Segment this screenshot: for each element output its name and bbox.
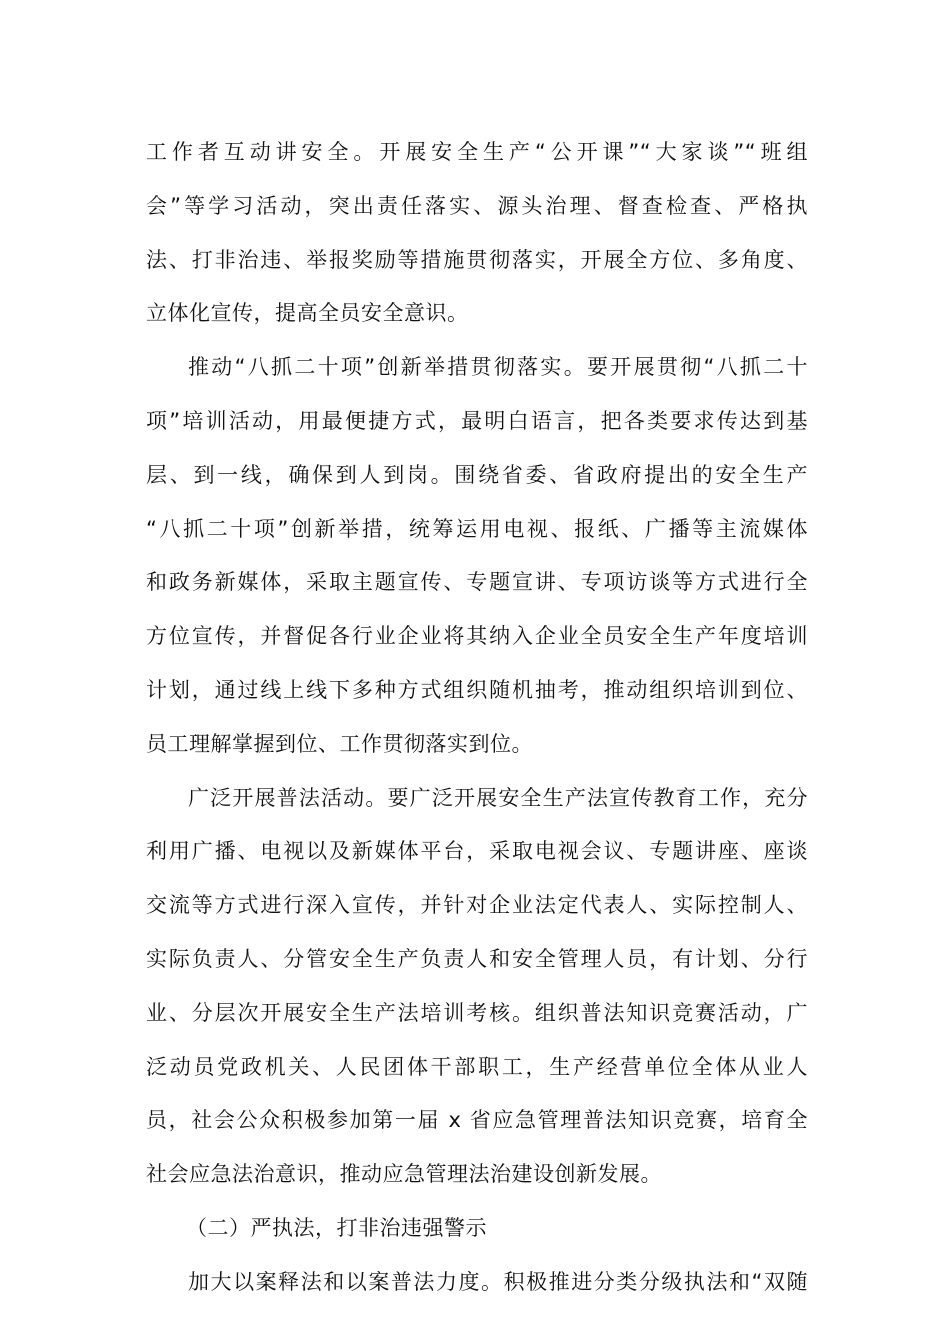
text-line: 实际负责人、分管安全生产负责人和安全管理人员，有计划、分行 <box>146 946 808 971</box>
paragraph-3 <box>146 772 808 1202</box>
text-line: 法、打非治违、举报奖励等措施贯彻落实，开展全方位、多角度、 <box>146 247 808 272</box>
text-line: 和政务新媒体，采取主题宣传、专题宣讲、专项访谈等方式进行全 <box>146 570 808 595</box>
text-line: 利用广播、电视以及新媒体平台，采取电视会议、专题讲座、座谈 <box>146 839 808 864</box>
text-line: 员工理解掌握到位、工作贯彻落实到位。 <box>146 731 533 756</box>
text-line: 立体化宣传，提高全员安全意识。 <box>146 301 469 326</box>
text-line: 项”培训活动，用最便捷方式，最明白语言，把各类要求传达到基 <box>146 408 808 433</box>
text-line: 工作者互动讲安全。开展安全生产“公开课”“大家谈”“班组 <box>146 140 808 164</box>
text-line: 会”等学习活动，突出责任落实、源头治理、督查检查、严格执 <box>146 193 808 218</box>
text-line: 泛动员党政机关、人民团体干部职工，生产经营单位全体从业人 <box>146 1054 808 1079</box>
document-body <box>146 126 808 1310</box>
text-line: 加大以案释法和以案普法力度。积极推进分类分级执法和“双随 <box>188 1269 808 1294</box>
section-heading <box>146 1202 808 1256</box>
text-line: “八抓二十项”创新举措，统筹运用电视、报纸、广播等主流媒体 <box>146 516 808 541</box>
text-line: 层、到一线，确保到人到岗。围绕省委、省政府提出的安全生产 <box>146 462 808 487</box>
text-line: 员，社会公众积极参加第一届 x 省应急管理普法知识竞赛，培育全 <box>146 1108 808 1133</box>
text-line: 交流等方式进行深入宣传，并针对企业法定代表人、实际控制人、 <box>146 893 808 918</box>
paragraph-1 <box>146 126 808 341</box>
text-line: 广泛开展普法活动。要广泛开展安全生产法宣传教育工作，充分 <box>188 785 808 810</box>
text-line: 业、分层次开展安全生产法培训考核。组织普法知识竞赛活动，广 <box>146 1000 808 1025</box>
text-line: 计划，通过线上线下多种方式组织随机抽考，推动组织培训到位、 <box>146 677 808 702</box>
paragraph-4 <box>146 1256 808 1310</box>
section-heading-text: （二）严执法，打非治违强警示 <box>186 1215 487 1240</box>
text-line: 方位宣传，并督促各行业企业将其纳入企业全员安全生产年度培训 <box>146 624 808 649</box>
text-line: 社会应急法治意识，推动应急管理法治建设创新发展。 <box>146 1162 662 1187</box>
text-line: 推动“八抓二十项”创新举措贯彻落实。要开展贯彻“八抓二十 <box>188 355 808 380</box>
paragraph-2 <box>146 341 808 771</box>
